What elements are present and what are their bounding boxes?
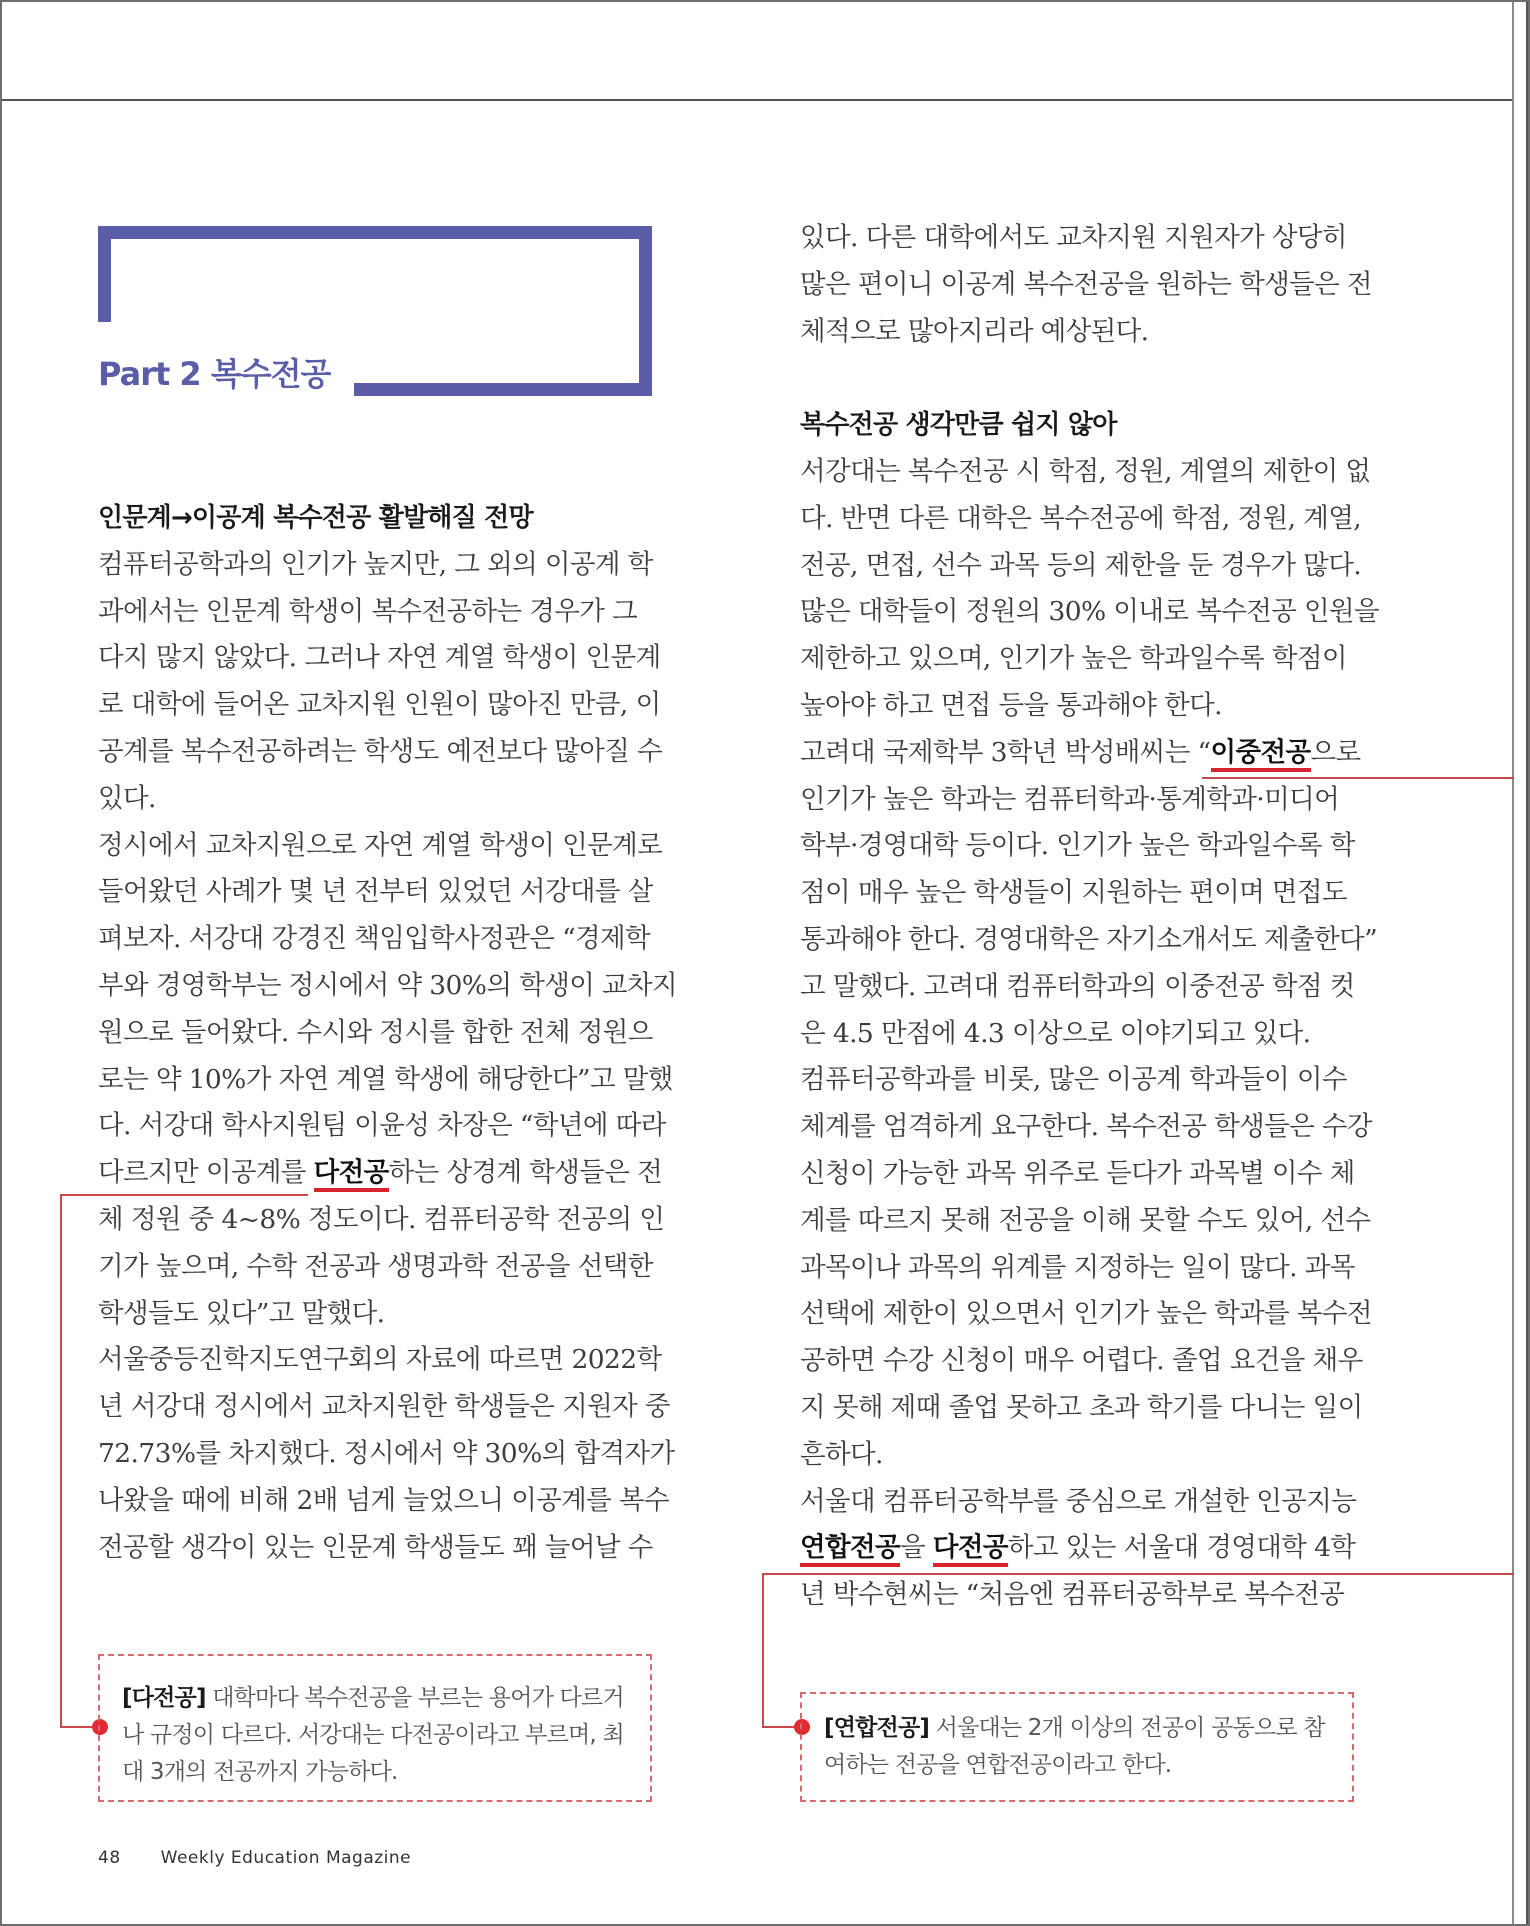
part-frame-left-bar [98,226,111,322]
part-frame-bottom-bar [354,383,652,396]
body-line: 과에서는 인문계 학생이 복수전공하는 경우가 그 [98,595,638,627]
body-line: 공하면 수강 신청이 매우 어렵다. 졸업 요건을 채우 [800,1345,1363,1377]
glossary-line [122,1680,650,1717]
body-line: 컴퓨터공학과를 비롯, 많은 이공계 학과들이 이수 [800,1064,1347,1096]
body-line: 다. 반면 다른 대학은 복수전공에 학점, 정원, 계열, [800,502,1362,534]
body-line: 년 박수현씨는 “처음엔 컴퓨터공학부로 복수전공 [800,1579,1345,1611]
magazine-name: Weekly Education Magazine [160,1848,412,1868]
body-line: 체 정원 중 4~8% 정도이다. 컴퓨터공학 전공의 인 [98,1203,665,1235]
body-line: 고 말했다. 고려대 컴퓨터학과의 이중전공 학점 컷 [800,970,1355,1002]
left-column [98,495,678,1571]
body-line: 과목이나 과목의 위계를 지정하는 일이 많다. 과목 [800,1251,1355,1283]
header-rule [2,99,1512,101]
body-line: 서울중등진학지도연구회의 자료에 따르면 2022학 [98,1344,662,1376]
body-line: 학부·경영대학 등이다. 인기가 높은 학과일수록 학 [800,830,1355,862]
connector-yeonhap-horizontal-top [762,1573,1514,1575]
body-line: 72.73%를 차지했다. 정시에서 약 30%의 합격자가 [98,1437,675,1469]
body-line: 체계를 엄격하게 요구한다. 복수전공 학생들은 수강 [800,1111,1372,1143]
body-line: 많은 대학들이 정원의 30% 이내로 복수전공 인원을 [800,596,1380,628]
body-line: 서울대 컴퓨터공학부를 중심으로 개설한 인공지능 [800,1485,1357,1517]
body-line: 로는 약 10%가 자연 계열 학생에 해당한다”고 말했 [98,1063,673,1095]
body-line: 제한하고 있으며, 인기가 높은 학과일수록 학점이 [800,643,1347,675]
body-line: 있다. 다른 대학에서도 교차지원 지원자가 상당히 [800,222,1347,253]
body-line: 펴보자. 서강대 강경진 책임입학사정관은 “경제학 [98,923,651,955]
body-line: 부와 경영학부는 정시에서 약 30%의 학생이 교차지 [98,969,678,1001]
page-stack-edge [1512,2,1528,1924]
part-title-box [98,226,652,396]
section-heading-left: 인문계→이공계 복수전공 활발해질 전망 [98,503,533,533]
body-line: 있다. [98,782,156,814]
body-line: 다지 많지 않았다. 그러나 자연 계열 학생이 인문계 [98,642,661,674]
body-line: 통과해야 한다. 경영대학은 자기소개서도 제출한다” [800,923,1378,955]
glossary-dajeon [98,1654,652,1802]
body-line: 컴퓨터공학과의 인기가 높지만, 그 외의 이공계 학 [98,548,653,580]
body-line: 인기가 높은 학과는 컴퓨터학과·통계학과·미디어 [800,783,1340,815]
glossary-line: 나 규정이 다르다. 서강대는 다전공이라고 부르며, 최 [122,1722,624,1748]
body-line: 원으로 들어왔다. 수시와 정시를 합한 전체 정원으 [98,1016,653,1048]
glossary-line: 대 3개의 전공까지 가능하다. [122,1759,398,1785]
glossary-term: [다전공] [122,1685,206,1711]
text-span: 다르지만 이공계를 [98,1157,314,1189]
body-line: 년 서강대 정시에서 교차지원한 학생들은 지원자 중 [98,1391,670,1423]
body-line: 전공, 면접, 선수 과목 등의 제한을 둔 경우가 많다. [800,549,1362,581]
body-line: 많은 편이니 이공계 복수전공을 원하는 학생들은 전 [800,268,1372,300]
body-line-with-term [800,1525,1360,1572]
text-span: 을 [900,1532,933,1564]
body-line: 은 4.5 만점에 4.3 이상으로 이야기되고 있다. [800,1017,1311,1049]
part-title: Part 2 복수전공 [98,355,331,393]
term-dajeon: 다전공 [314,1157,389,1192]
text-span: 하는 상경계 학생들은 전 [388,1157,663,1189]
section-heading-right: 복수전공 생각만큼 쉽지 않아 [800,410,1117,441]
connector-dajeon-horizontal-top [60,1194,308,1196]
text-span: 하고 있는 서울대 경영대학 4학 [1007,1532,1356,1564]
glossary-term: [연합전공] [824,1715,930,1741]
body-line: 로 대학에 들어온 교차지원 인원이 많아진 만큼, 이 [98,689,661,721]
body-line: 정시에서 교차지원으로 자연 계열 학생이 인문계로 [98,829,663,861]
body-line: 나왔을 때에 비해 2배 넘게 늘었으니 이공계를 복수 [98,1484,670,1516]
connector-ijung-horizontal [1202,777,1514,779]
body-line: 들어왔던 사례가 몇 년 전부터 있었던 서강대를 살 [98,876,653,908]
body-line: 흔하다. [800,1438,883,1470]
body-line: 체적으로 많아지리라 예상된다. [800,315,1149,347]
body-line: 서강대는 복수전공 시 학점, 정원, 계열의 제한이 없 [800,455,1371,487]
term-dajeon-2: 다전공 [933,1532,1008,1567]
body-line: 다. 서강대 학사지원팀 이윤성 차장은 “학년에 따라 [98,1110,666,1142]
body-line: 공계를 복수전공하려는 학생도 예전보다 많아질 수 [98,735,663,767]
glossary-yeonhap [800,1692,1354,1802]
body-line: 점이 매우 높은 학생들이 지원하는 편이며 면접도 [800,877,1347,909]
glossary-line [824,1710,1352,1747]
body-line: 지 못해 제때 졸업 못하고 초과 학기를 다니는 일이 [800,1391,1363,1423]
term-yeonhap: 연합전공 [800,1532,900,1567]
glossary-text: 서울대는 2개 이상의 전공이 공동으로 참 [929,1715,1325,1741]
right-column [800,215,1380,1619]
body-line: 신청이 가능한 과목 위주로 듣다가 과목별 이수 체 [800,1157,1355,1189]
body-line: 계를 따르지 못해 전공을 이해 못할 수도 있어, 선수 [800,1204,1371,1236]
page-footer [98,1848,411,1868]
glossary-line: 여하는 전공을 연합전공이라고 한다. [824,1752,1172,1778]
term-ijung: 이중전공 [1211,737,1311,772]
paragraph-gap [800,355,1360,402]
body-line: 선택에 제한이 있으면서 인기가 높은 학과를 복수전 [800,1298,1372,1330]
glossary-text: 대학마다 복수전공을 부르는 용어가 다르거 [205,1685,624,1711]
body-line-with-term [98,1150,663,1197]
text-span: 으로 [1310,736,1361,768]
body-line: 학생들도 있다”고 말했다. [98,1297,385,1329]
text-span: 고려대 국제학부 3학년 박성배씨는 “ [800,736,1211,768]
connector-dajeon-vertical [60,1194,62,1728]
connector-yeonhap-vertical [762,1573,764,1728]
body-line: 높아야 하고 면접 등을 통과해야 한다. [800,689,1222,721]
body-line: 기가 높으며, 수학 전공과 생명과학 전공을 선택한 [98,1250,653,1282]
page-number: 48 [98,1848,121,1868]
body-line-with-term [800,730,1360,777]
body-line: 전공할 생각이 있는 인문계 학생들도 꽤 늘어날 수 [98,1531,653,1563]
